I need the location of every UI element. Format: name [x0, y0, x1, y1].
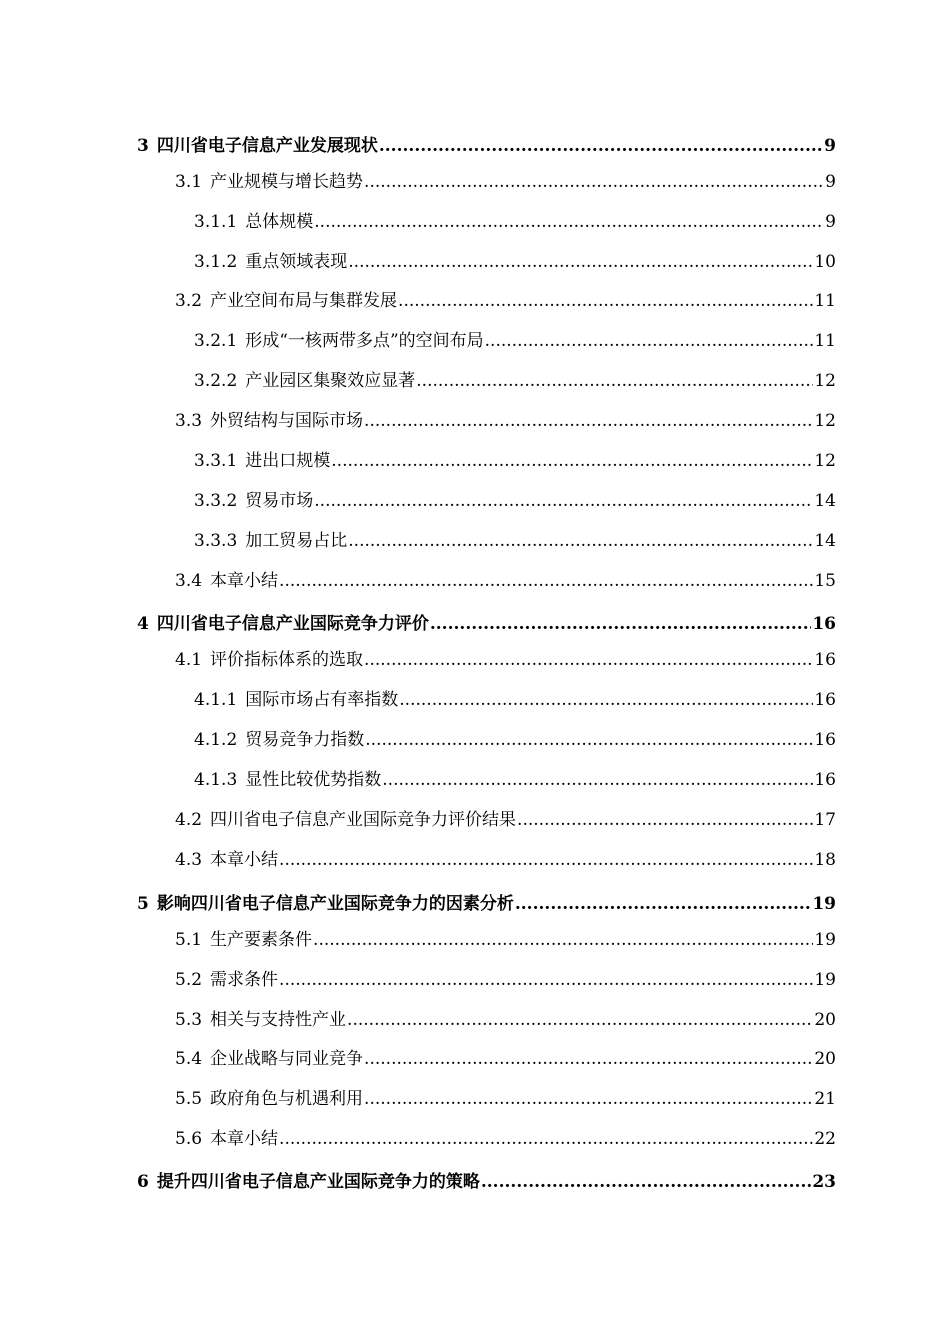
- toc-entry-3-2[interactable]: [175, 289, 836, 313]
- toc-entry-number: 3.2: [175, 291, 203, 311]
- toc-entry-page: 19: [812, 894, 836, 914]
- toc-entry-number: 3.1.1: [194, 212, 238, 232]
- toc-dot-leader: [364, 1047, 813, 1071]
- toc-entry-number: 3.3.3: [194, 531, 238, 551]
- toc-entry-number: 4.1.2: [194, 730, 238, 750]
- toc-entry-title: 影响四川省电子信息产业国际竞争力的因素分析: [156, 894, 514, 914]
- toc-entry-3-1[interactable]: [175, 170, 836, 194]
- toc-entry-3-4[interactable]: [175, 569, 836, 593]
- toc-entry-number: 4.1: [175, 650, 203, 670]
- toc-entry-4-1-3[interactable]: [194, 768, 836, 792]
- toc-entry-title: 形成“一核两带多点”的空间布局: [245, 331, 484, 351]
- toc-dot-leader: [398, 289, 813, 313]
- toc-entry-title: 政府角色与机遇利用: [210, 1089, 364, 1109]
- toc-entry-number: 3.4: [175, 571, 203, 591]
- toc-entry-number: 6: [137, 1172, 149, 1192]
- toc-entry-title: 本章小结: [210, 850, 279, 870]
- toc-entry-number: 3.1: [175, 172, 203, 192]
- toc-entry-page: 22: [814, 1129, 836, 1149]
- toc-entry-page: 11: [814, 331, 836, 351]
- toc-entry-number: 5.1: [175, 930, 203, 950]
- toc-entry-3-3-1[interactable]: [194, 449, 836, 473]
- toc-entry-page: 18: [814, 850, 836, 870]
- toc-dot-leader: [279, 569, 813, 593]
- toc-entry-page: 20: [814, 1010, 836, 1030]
- toc-entry-number: 3.1.2: [194, 252, 238, 272]
- toc-entry-number: 4.1.3: [194, 770, 238, 790]
- toc-entry-page: 23: [812, 1172, 836, 1192]
- toc-entry-number: 5.5: [175, 1089, 203, 1109]
- toc-entry-title: 本章小结: [210, 1129, 279, 1149]
- toc-dot-leader: [348, 250, 813, 274]
- toc-entry-page: 16: [814, 690, 836, 710]
- toc-entry-title: 产业园区集聚效应显著: [245, 371, 416, 391]
- toc-entry-page: 16: [814, 730, 836, 750]
- toc-dot-leader: [430, 612, 811, 636]
- toc-entry-number: 5.2: [175, 970, 203, 990]
- toc-dot-leader: [314, 489, 813, 513]
- toc-entry-page: 10: [814, 252, 836, 272]
- toc-entry-number: 5: [137, 894, 149, 914]
- toc-dot-leader: [279, 1127, 813, 1151]
- toc-entry-3-1-2[interactable]: [194, 250, 836, 274]
- toc-entry-title: 四川省电子信息产业国际竞争力评价: [156, 614, 429, 634]
- toc-dot-leader: [364, 409, 813, 433]
- toc-dot-leader: [331, 449, 813, 473]
- toc-entry-title: 外贸结构与国际市场: [210, 411, 364, 431]
- toc-entry-title: 需求条件: [210, 970, 279, 990]
- toc-entry-title: 显性比较优势指数: [245, 770, 382, 790]
- toc-entry-page: 20: [814, 1049, 836, 1069]
- toc-entry-number: 3: [137, 136, 149, 156]
- toc-entry-5-3[interactable]: [175, 1008, 836, 1032]
- toc-entry-number: 4.3: [175, 850, 203, 870]
- toc-entry-title: 进出口规模: [245, 451, 331, 471]
- toc-dot-leader: [481, 1170, 811, 1194]
- toc-entry-title: 重点领域表现: [245, 252, 348, 272]
- toc-dot-leader: [416, 369, 813, 393]
- toc-dot-leader: [347, 1008, 813, 1032]
- toc-entry-page: 16: [812, 614, 836, 634]
- toc-entry-title: 国际市场占有率指数: [245, 690, 399, 710]
- toc-entry-number: 3.2.1: [194, 331, 238, 351]
- toc-entry-chapter-5[interactable]: [137, 892, 836, 916]
- toc-entry-page: 12: [814, 371, 836, 391]
- toc-entry-title: 企业战略与同业竞争: [210, 1049, 364, 1069]
- toc-dot-leader: [364, 170, 824, 194]
- toc-entry-number: 4.1.1: [194, 690, 238, 710]
- toc-entry-3-3[interactable]: [175, 409, 836, 433]
- toc-entry-5-5[interactable]: [175, 1087, 836, 1111]
- toc-entry-number: 5.4: [175, 1049, 203, 1069]
- toc-entry-number: 3.3: [175, 411, 203, 431]
- toc-entry-page: 15: [814, 571, 836, 591]
- toc-entry-chapter-6[interactable]: [137, 1170, 836, 1194]
- toc-dot-leader: [279, 968, 813, 992]
- toc-entry-page: 21: [814, 1089, 836, 1109]
- toc-dot-leader: [314, 210, 824, 234]
- toc-entry-3-3-3[interactable]: [194, 529, 836, 553]
- toc-entry-number: 5.3: [175, 1010, 203, 1030]
- toc-entry-5-6[interactable]: [175, 1127, 836, 1151]
- toc-entry-page: 19: [814, 970, 836, 990]
- toc-entry-5-1[interactable]: [175, 928, 836, 952]
- toc-entry-chapter-4[interactable]: [137, 612, 836, 636]
- toc-dot-leader: [348, 529, 813, 553]
- toc-entry-page: 12: [814, 411, 836, 431]
- toc-entry-page: 14: [814, 531, 836, 551]
- toc-entry-page: 14: [814, 491, 836, 511]
- toc-dot-leader: [364, 648, 813, 672]
- toc-dot-leader: [485, 329, 814, 353]
- toc-dot-leader: [515, 892, 811, 916]
- toc-entry-3-2-1[interactable]: [194, 329, 836, 353]
- toc-entry-4-2[interactable]: [175, 808, 836, 832]
- toc-entry-number: 5.6: [175, 1129, 203, 1149]
- toc-entry-number: 4.2: [175, 810, 203, 830]
- toc-entry-5-4[interactable]: [175, 1047, 836, 1071]
- toc-entry-page: 17: [814, 810, 836, 830]
- toc-entry-5-2[interactable]: [175, 968, 836, 992]
- toc-entry-4-1[interactable]: [175, 648, 836, 672]
- toc-dot-leader: [313, 928, 813, 952]
- toc-entry-page: 9: [824, 136, 836, 156]
- toc-entry-3-2-2[interactable]: [194, 369, 836, 393]
- toc-entry-page: 9: [825, 212, 836, 232]
- toc-entry-title: 评价指标体系的选取: [210, 650, 364, 670]
- toc-dot-leader: [382, 768, 813, 792]
- toc-entry-page: 11: [814, 291, 836, 311]
- toc-dot-leader: [364, 1087, 813, 1111]
- toc-entry-title: 生产要素条件: [210, 930, 313, 950]
- toc-entry-title: 加工贸易占比: [245, 531, 348, 551]
- toc-entry-title: 总体规模: [245, 212, 314, 232]
- toc-entry-number: 3.3.1: [194, 451, 238, 471]
- toc-entry-page: 9: [825, 172, 836, 192]
- toc-entry-title: 贸易市场: [245, 491, 314, 511]
- toc-entry-page: 16: [814, 650, 836, 670]
- toc-dot-leader: [279, 848, 813, 872]
- toc-entry-title: 四川省电子信息产业发展现状: [156, 136, 378, 156]
- toc-dot-leader: [517, 808, 813, 832]
- toc-entry-3-1-1[interactable]: [194, 210, 836, 234]
- toc-entry-chapter-3[interactable]: [137, 134, 836, 158]
- toc-dot-leader: [365, 728, 813, 752]
- toc-entry-title: 相关与支持性产业: [210, 1010, 347, 1030]
- toc-entry-4-3[interactable]: [175, 848, 836, 872]
- toc-entry-page: 19: [814, 930, 836, 950]
- toc-entry-title: 四川省电子信息产业国际竞争力评价结果: [210, 810, 517, 830]
- toc-entry-page: 16: [814, 770, 836, 790]
- toc-entry-number: 3.3.2: [194, 491, 238, 511]
- toc-entry-title: 产业规模与增长趋势: [210, 172, 364, 192]
- toc-entry-page: 12: [814, 451, 836, 471]
- toc-entry-title: 本章小结: [210, 571, 279, 591]
- toc-entry-title: 产业空间布局与集群发展: [210, 291, 398, 311]
- toc-entry-4-1-1[interactable]: [194, 688, 836, 712]
- toc-entry-title: 提升四川省电子信息产业国际竞争力的策略: [156, 1172, 480, 1192]
- toc-dot-leader: [399, 688, 813, 712]
- toc-dot-leader: [379, 134, 823, 158]
- toc-entry-4-1-2[interactable]: [194, 728, 836, 752]
- toc-entry-number: 3.2.2: [194, 371, 238, 391]
- toc-entry-number: 4: [137, 614, 149, 634]
- toc-entry-3-3-2[interactable]: [194, 489, 836, 513]
- toc-entry-title: 贸易竞争力指数: [245, 730, 365, 750]
